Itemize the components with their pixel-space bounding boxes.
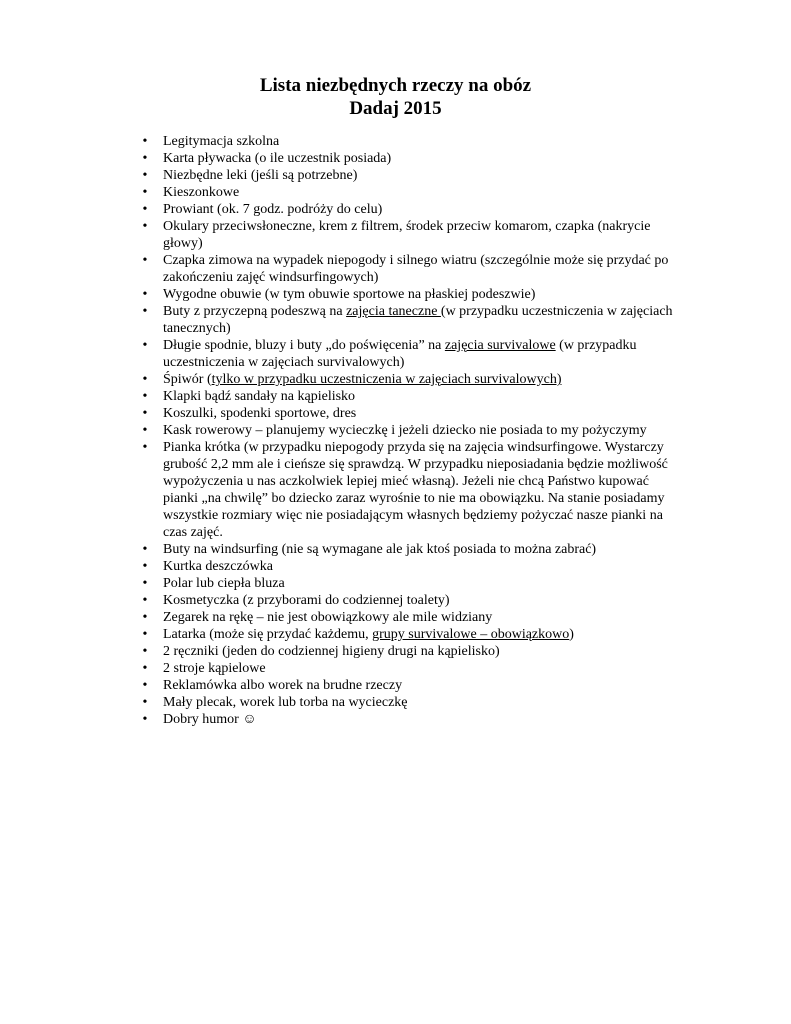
list-item [142,439,683,541]
list-item-text: 2 stroje kąpielowe [163,661,266,676]
bullet-icon: • [142,576,148,591]
underlined-text: grupy survivalowe – obowiązkowo [372,627,570,642]
bullet-icon: • [142,695,148,710]
list-item-text: Kosmetyczka (z przyborami do codziennej toalety) [163,593,450,608]
document-title: Lista niezbędnych rzeczy na obóz [259,75,532,96]
list-item [142,303,683,337]
bullet-icon: • [142,389,148,404]
list-item [142,286,683,303]
list-item [142,184,683,201]
list-item-text: 2 ręczniki (jeden do codziennej higieny drugi na kąpielisko) [163,644,500,659]
list-item-text: Zegarek na rękę – nie jest obowiązkowy ale mile widziany [163,610,493,625]
list-item [142,677,683,694]
list-item-text: Kieszonkowe [163,185,240,200]
bullet-icon: • [142,185,148,200]
bullet-icon: • [142,559,148,574]
packing-list [142,133,683,728]
list-item [142,337,683,371]
bullet-icon: • [142,440,148,455]
list-item [142,371,683,388]
list-item [142,694,683,711]
bullet-icon: • [142,423,148,438]
bullet-icon: • [142,219,148,234]
bullet-icon: • [142,406,148,421]
underlined-text: zajęcia survivalowe [444,338,556,353]
list-item-text: Wygodne obuwie (w tym obuwie sportowe na płaskiej podeszwie) [163,287,536,302]
list-item [142,558,683,575]
list-item [142,660,683,677]
list-item [142,422,683,439]
list-item-text: Kurtka deszczówka [163,559,274,574]
bullet-icon: • [142,372,148,387]
bullet-icon: • [142,253,148,268]
list-item-text: Prowiant (ok. 7 godz. podróży do celu) [163,202,383,217]
bullet-icon: • [142,202,148,217]
list-item-text: Okulary przeciwsłoneczne, krem z filtrem, środek przeciw komarom, czapka (nakrycie głowy) [163,219,651,251]
list-item-text: Śpiwór ( [163,372,212,387]
list-item [142,133,683,150]
list-item-text: Długie spodnie, bluzy i buty „do poświęcenia” na [163,338,445,353]
bullet-icon: • [142,661,148,676]
list-item-text: Klapki bądź sandały na kąpielisko [163,389,356,404]
list-item-text: Koszulki, spodenki sportowe, dres [163,406,357,421]
list-item-text: Latarka (może się przydać każdemu, [163,627,373,642]
list-item-text: Dobry humor ☺ [163,712,257,727]
list-item [142,252,683,286]
list-item-text: Buty na windsurfing (nie są wymagane ale jak ktoś posiada to można zabrać) [163,542,597,557]
list-item-text: Reklamówka albo worek na brudne rzeczy [163,678,403,693]
bullet-icon: • [142,678,148,693]
list-item [142,218,683,252]
list-item [142,167,683,184]
list-item-text: Karta pływacka (o ile uczestnik posiada) [163,151,392,166]
list-item [142,643,683,660]
list-item [142,575,683,592]
document-subtitle: Dadaj 2015 [349,98,442,119]
bullet-icon: • [142,627,148,642]
bullet-icon: • [142,168,148,183]
list-item-text: Mały plecak, worek lub torba na wycieczkę [163,695,408,710]
list-item [142,626,683,643]
list-item-text: ) [569,627,574,642]
list-item [142,541,683,558]
bullet-icon: • [142,287,148,302]
bullet-icon: • [142,151,148,166]
bullet-icon: • [142,644,148,659]
list-item [142,609,683,626]
underlined-text: tylko w przypadku uczestniczenia w zajęciach survivalowych) [211,372,562,387]
list-item-text: Polar lub ciepła bluza [163,576,285,591]
bullet-icon: • [142,338,148,353]
list-item [142,405,683,422]
list-item [142,150,683,167]
bullet-icon: • [142,304,148,319]
list-item-text: Pianka krótka (w przypadku niepogody przyda się na zajęcia windsurfingowe. Wystarczy grubość 2,2 mm ale i cieńsze się sprawdzą. W przypadku nieposiadania będzie możliwość wypożyczenia u nas aczkolwiek lepiej mieć własną). Jeżeli nie chcą Państwo kupować pianki „na chwilę” bo dziecko zaraz wyrośnie to nie ma obowiązku. Na stanie posiadamy wszystkie rozmiary więc nie posiadającym własnych będziemy pożyczać nasze pianki na czas zajęć. [163,440,668,540]
list-item-text: Legitymacja szkolna [163,134,280,149]
list-item [142,592,683,609]
bullet-icon: • [142,134,148,149]
list-item [142,388,683,405]
bullet-icon: • [142,593,148,608]
bullet-icon: • [142,712,148,727]
list-item-text: Niezbędne leki (jeśli są potrzebne) [163,168,358,183]
list-item-text: Kask rowerowy – planujemy wycieczkę i jeżeli dziecko nie posiada to my pożyczymy [163,423,647,438]
list-item-text: (w przypadku uczestniczenia w zajęciach tanecznych) [163,304,673,336]
list-item-text: (w przypadku uczestniczenia w zajęciach survivalowych) [163,338,637,370]
bullet-icon: • [142,610,148,625]
list-item [142,711,683,728]
list-item-text: Buty z przyczepną podeszwą na [163,304,347,319]
bullet-icon: • [142,542,148,557]
underlined-text: zajęcia taneczne [346,304,441,319]
list-item [142,201,683,218]
list-item-text: Czapka zimowa na wypadek niepogody i silnego wiatru (szczególnie może się przydać po zakończeniu zajęć windsurfingowych) [163,253,669,285]
